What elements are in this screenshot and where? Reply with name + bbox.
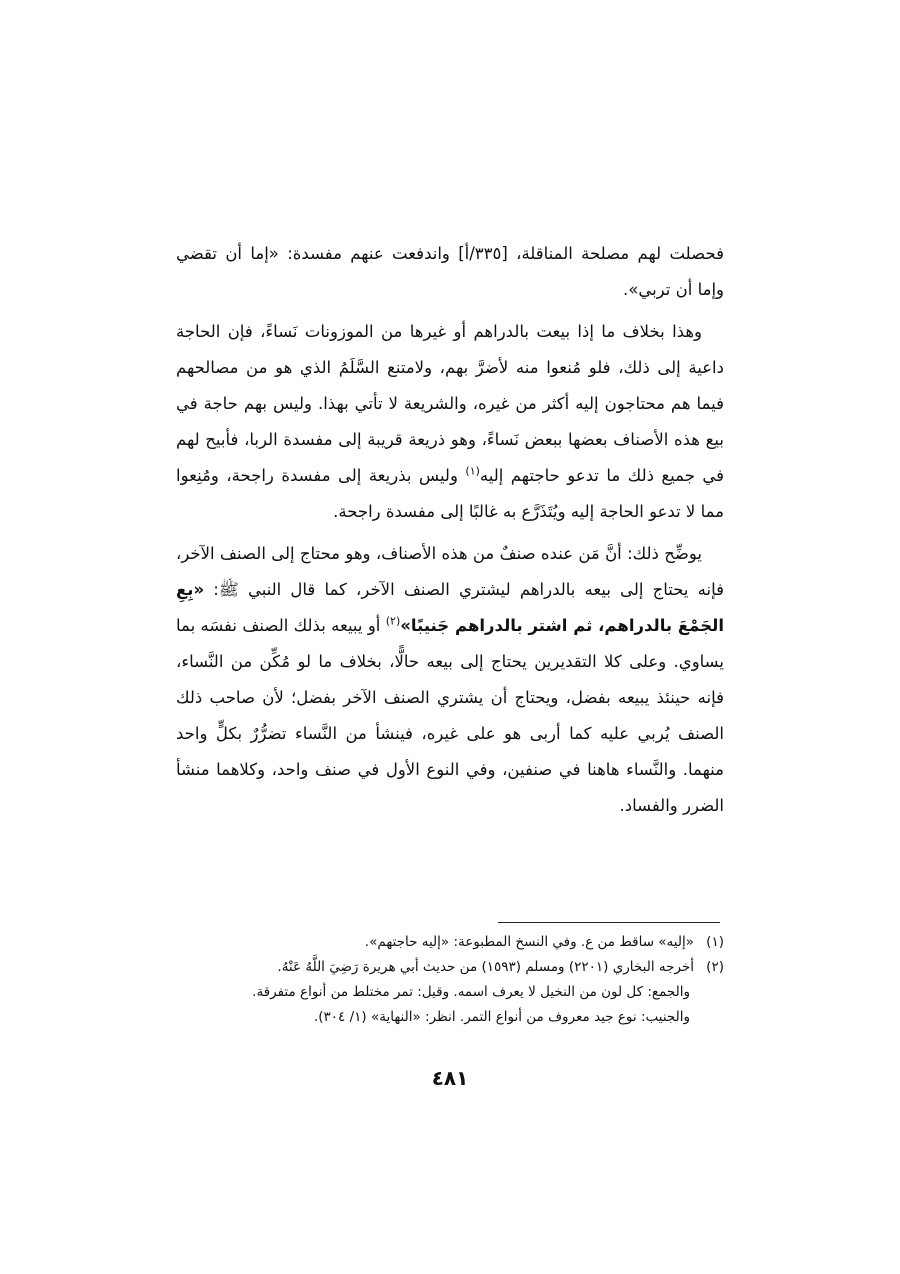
footnote-ref-2[interactable]: (٢) [385,614,401,628]
footnote-2 [176,955,724,980]
footnote-1 [176,930,724,955]
footnote-1-text: «إليه» ساقط من ع. وفي النسخ المطبوعة: «إليه حاجتهم». [364,934,694,950]
paragraph-2-text-start: وهذا بخلاف ما إذا بيعت بالدراهم أو غيرها من الموزونات نَساءً، فإن الحاجة داعية إلى ذلك، فلو مُنعوا منه لأضرَّ بهم، ولامتنع السَّلَمُ الذي هو من مصالحهم فيما هم محتاجون إليه أكثر من غيره، والشريعة لا تأتي بهذا. وليس بهم حاجة في بيع هذه الأصناف بعضها ببعض نَساءً، وهو ذريعة قريبة إلى مفسدة الربا، فأبيح لهم في جميع ذلك ما تدعو حاجتهم إليه [176,322,724,485]
paragraph-3-text-end: أو يبيعه بذلك الصنف نفسَه بما يساوي. وعلى كلا التقديرين يحتاج إلى بيعه حالًّا، بخلاف ما لو مُكِّن من النَّساء، فإنه حينئذ يبيعه بفضل، ويحتاج أن يشتري الصنف الآخر بفضل؛ لأن صاحب ذلك الصنف يُربي عليه كما أربى هو على غيره، فينشأ من النَّساء تضرُّرٌ بكلٍّ واحد منهما. والنَّساء هاهنا في صنفين، وفي النوع الأول في صنف واحد، وكلاهما منشأ الضرر والفساد. [176,616,724,815]
footnote-2-continuation-1: والجمع: كل لون من النخيل لا يعرف اسمه. وقيل: تمر مختلط من أنواع متفرقة. [252,984,690,1000]
paragraph-2-text-end: وليس بذريعة إلى مفسدة راجحة، ومُنِعوا مما لا تدعو الحاجة إليه ويُتَذَرَّع به غالبًا إلى مفسدة راجحة. [176,466,724,521]
footnote-2-text: أخرجه البخاري (٢٢٠١) ومسلم (١٥٩٣) من حديث أبي هريرة رَضِيَ اللَّهُ عَنْهُ. [277,959,694,975]
footnotes [176,930,724,1030]
paragraph-3-text-start: يوضِّح ذلك: أنَّ مَن عنده صنفٌ من هذه الأصناف، وهو محتاج إلى الصنف الآخر، فإنه يحتاج إلى بيعه بالدراهم ليشتري الصنف الآخر، كما قال النبي ﷺ: [176,544,724,599]
paragraph-1-text: فحصلت لهم مصلحة المناقلة، [٣٣٥/أ] واندفعت عنهم مفسدة: «إما أن تقضي وإما أن تربي». [176,244,724,299]
footnote-ref-1[interactable]: (١) [465,464,480,478]
footnote-1-number: (١) [706,934,724,950]
footnote-separator [498,922,720,923]
footnote-2-continuation-2: والجنيب: نوع جيد معروف من أنواع التمر. انظر: «النهاية» (١/ ٣٠٤). [313,1009,690,1025]
hadith-quote: «بِعِ الجَمْعَ بالدراهم، ثم اشتر بالدراهم جَنيبًا» [176,580,724,635]
footnote-2-number: (٢) [706,959,724,975]
main-text [176,236,724,830]
paragraph-2 [176,314,724,530]
paragraph-1 [176,236,724,308]
page-number: ٤٨١ [431,1066,469,1090]
paragraph-3 [176,536,724,824]
